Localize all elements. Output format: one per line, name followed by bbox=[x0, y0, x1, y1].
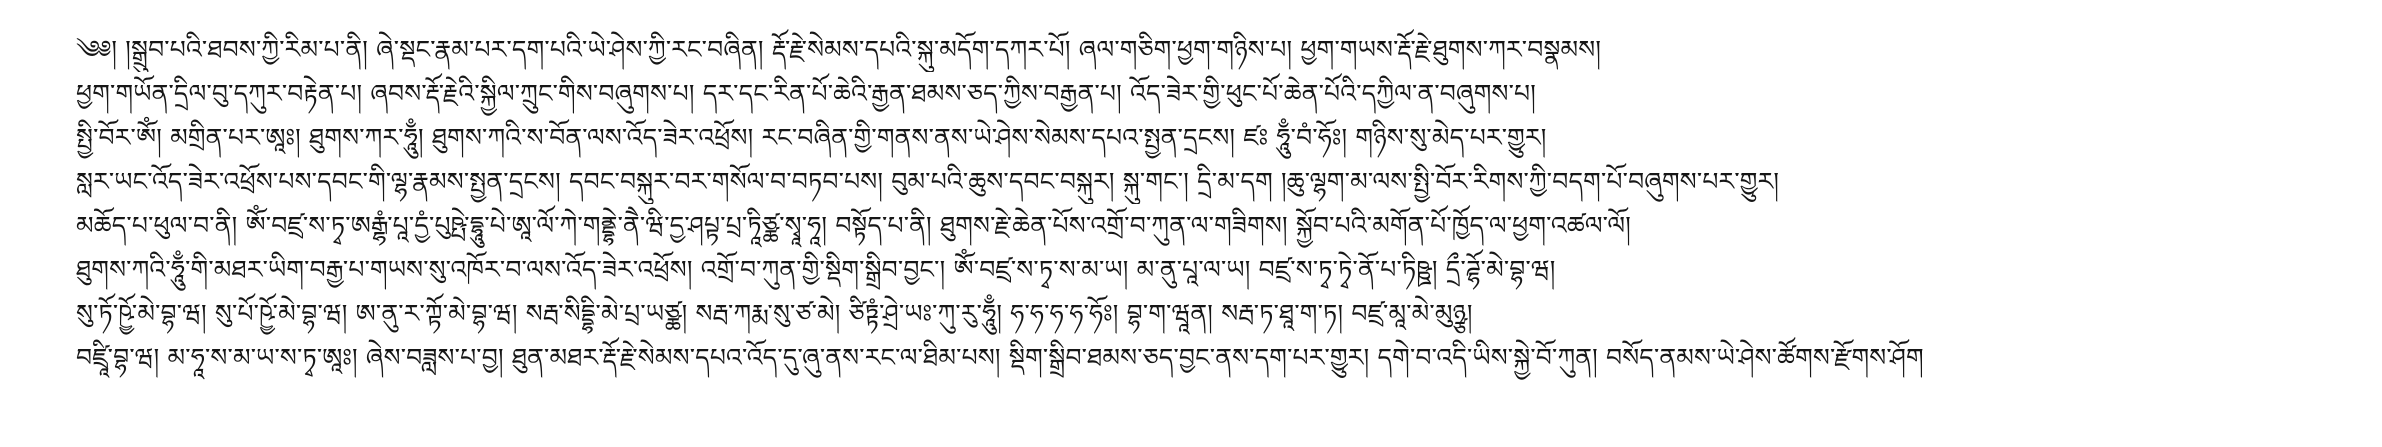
text-line-6: ཐུགས་ཀའི་ཧཱུྃ་གི་མཐར་ཡིག་བརྒྱ་པ་གཡས་སུ་འཁོར་བ་ལས་འོད་ཟེར་འཕྲོས། འགྲོ་བ་ཀུན་གྱི་སྡིག་སྒྲིབ་བྱང་། ཨོཾ་བཛྲ་ས་ཏྭ་ས་མ་ཡ། མ་ནུ་པཱ་ལ་ཡ། བཛྲ་ས་ཏྭ་ཏྭེ་ནོ་པ་ཏིཥྛ། དྲྀ་ཌྷོ་མེ་བྷ་ཝ། bbox=[76, 255, 1556, 284]
text-line-5: མཆོད་པ་ཕུལ་བ་ནི། ཨོཾ་བཛྲ་ས་ཏྭ་ཨརྒྷཾ་པཱ་དྱཾ་པུཥྤེ་དྷཱུ་པེ་ཨཱ་ལོ་ཀེ་གནྡྷེ་ནཻ་ཝི་དྱ་ཤཔྟ་པྲ་ཏཱིཙྪ་སྭཱ་ཧཱ། བསྟོད་པ་ནི། ཐུགས་རྗེ་ཆེན་པོས་འགྲོ་བ་ཀུན་ལ་གཟིགས། སྐྱོབ་པའི་མགོན་པོ་ཁྱོད་ལ་ཕྱག་འཚལ་ལོ། bbox=[76, 211, 1631, 240]
text-line-8: བཛྲཱི་བྷ་ཝ། མ་ཧཱ་ས་མ་ཡ་ས་ཏྭ་ཨཱཿ། ཞེས་བཟླས་པ་བྱ། ཐུན་མཐར་རྡོ་རྗེ་སེམས་དཔའ་འོད་དུ་ཞུ་ནས་རང་ལ་ཐིམ་པས། སྡིག་སྒྲིབ་ཐམས་ཅད་བྱང་ནས་དག་པར་གྱུར། དགེ་བ་འདི་ཡིས་སྐྱེ་བོ་ཀུན། བསོད་ནམས་ཡེ་ཤེས་ཚོགས་རྫོགས་ཤོག bbox=[76, 343, 1924, 372]
text-line-1: ༄༅། །སྒྲུབ་པའི་ཐབས་ཀྱི་རིམ་པ་ནི། ཞེ་སྡང་རྣམ་པར་དག་པའི་ཡེ་ཤེས་ཀྱི་རང་བཞིན། རྡོ་རྗེ་སེམས་དཔའི་སྐུ་མདོག་དཀར་པོ། ཞལ་གཅིག་ཕྱག་གཉིས་པ། ཕྱག་གཡས་རྡོ་རྗེ་ཐུགས་ཀར་བསྣམས། bbox=[76, 35, 1602, 64]
text-line-3: སྤྱི་བོར་ཨོཾ། མགྲིན་པར་ཨཱཿ། ཐུགས་ཀར་ཧཱུྃ། ཐུགས་ཀའི་ས་བོན་ལས་འོད་ཟེར་འཕྲོས། རང་བཞིན་གྱི་གནས་ནས་ཡེ་ཤེས་སེམས་དཔའ་སྤྱན་དྲངས། ཛཿ ཧཱུྃ་བཾ་ཧོཿ། གཉིས་སུ་མེད་པར་གྱུར། bbox=[76, 123, 1547, 152]
text-line-4: སླར་ཡང་འོད་ཟེར་འཕྲོས་པས་དབང་གི་ལྷ་རྣམས་སྤྱན་དྲངས། དབང་བསྐུར་བར་གསོལ་བ་བཏབ་པས། བུམ་པའི་ཆུས་དབང་བསྐུར། སྐུ་གང་། དྲི་མ་དག །ཆུ་ལྷག་མ་ལས་སྤྱི་བོར་རིགས་ཀྱི་བདག་པོ་བཞུགས་པར་གྱུར། bbox=[76, 167, 1780, 196]
tibetan-text-block bbox=[76, 28, 2326, 388]
text-line-2: ཕྱག་གཡོན་དྲིལ་བུ་དཀུར་བརྟེན་པ། ཞབས་རྡོ་རྗེའི་སྐྱིལ་ཀྲུང་གིས་བཞུགས་པ། དར་དང་རིན་པོ་ཆེའི་རྒྱན་ཐམས་ཅད་ཀྱིས་བརྒྱན་པ། འོད་ཟེར་གྱི་ཕུང་པོ་ཆེན་པོའི་དཀྱིལ་ན་བཞུགས་པ། bbox=[76, 79, 1536, 108]
text-line-7: སུ་ཏོ་ཥྱོ་མེ་བྷ་ཝ། སུ་པོ་ཥྱོ་མེ་བྷ་ཝ། ཨ་ནུ་ར་ཀྟོ་མེ་བྷ་ཝ། སརྦ་སིདྡྷི་མེ་པྲ་ཡཙྪ། སརྦ་ཀརྨ་སུ་ཙ་མེ། ཙིཏྟཾ་ཤྲེ་ཡཿ་ཀུ་རུ་ཧཱུྃ། ཧ་ཧ་ཧ་ཧ་ཧོཿ། བྷ་ག་ཝཱན། སརྦ་ཏ་ཐཱ་ག་ཏ། བཛྲ་མཱ་མེ་མུཉྩ། bbox=[76, 299, 1473, 328]
